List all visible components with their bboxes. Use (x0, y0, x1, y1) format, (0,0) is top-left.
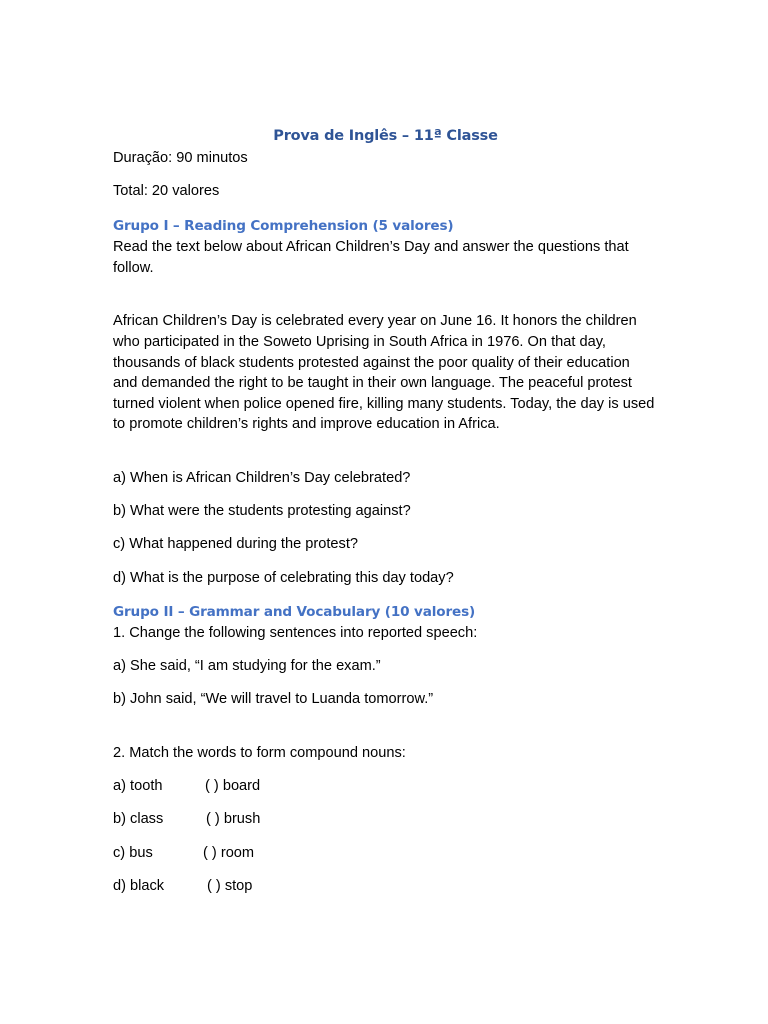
question-b: b) What were the students protesting against? (113, 503, 411, 520)
match-word: d) black (113, 877, 165, 894)
match-word: c) bus (113, 844, 153, 861)
total-text: Total: 20 valores (113, 182, 220, 199)
match-option: ( ) room (203, 844, 255, 861)
group1-heading: Grupo I – Reading Comprehension (5 valores) (113, 218, 454, 235)
reported-sentence-b: b) John said, “We will travel to Luanda tomorrow.” (113, 691, 434, 708)
reported-sentence-a: a) She said, “I am studying for the exam.” (113, 658, 381, 675)
reading-passage: African Children’s Day is celebrated every year on June 16. It honors the children who participated in the Soweto Uprising in South Africa in 1976. On that day, thousands of black students protested against the poor quality of their education and demanded the right to be taught in their own language. The peaceful protest turned violent when police opened fire, killing many students. Today, the day is used to promote children’s rights and improve education in Africa. (113, 313, 655, 433)
match-word: a) tooth (113, 778, 163, 795)
question-a: a) When is African Children’s Day celebrated? (113, 469, 411, 486)
match-word: b) class (113, 811, 164, 828)
match-option: ( ) board (205, 778, 261, 795)
match-option: ( ) brush (206, 811, 261, 828)
task2-instruction: 2. Match the words to form compound nouns: (113, 745, 406, 762)
group1-intro: Read the text below about African Children’s Day and answer the questions that follow. (113, 239, 629, 276)
task1-instruction: 1. Change the following sentences into reported speech: (113, 625, 478, 642)
duration-text: Duração: 90 minutos (113, 150, 248, 166)
question-d: d) What is the purpose of celebrating this day today? (113, 569, 454, 586)
group2-heading: Grupo II – Grammar and Vocabulary (10 valores) (113, 604, 476, 621)
match-row (113, 843, 658, 864)
match-row (113, 876, 658, 897)
question-c: c) What happened during the protest? (113, 536, 359, 553)
match-option: ( ) stop (207, 877, 253, 894)
match-row (113, 809, 658, 830)
exam-title: Prova de Inglês – 11ª Classe (273, 128, 498, 144)
match-row (113, 776, 658, 797)
exam-page (113, 126, 658, 896)
